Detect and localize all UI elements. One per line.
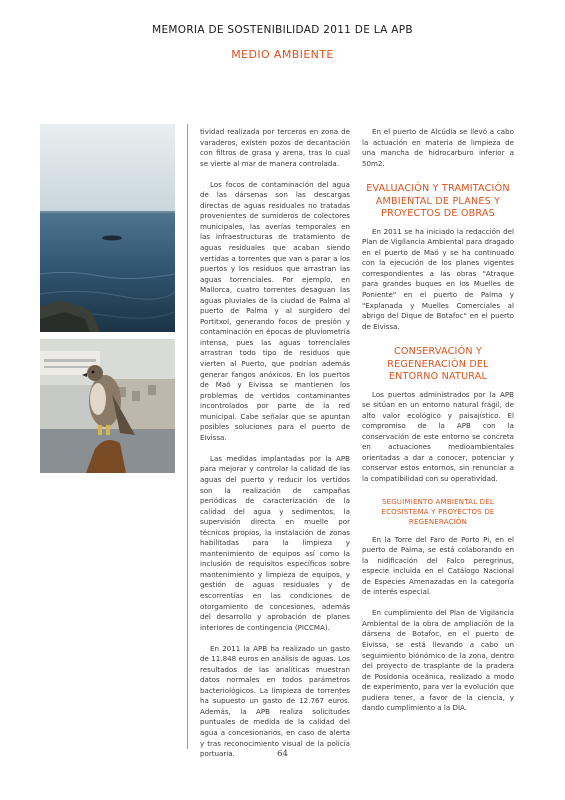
- paragraph: Las medidas implantadas por la APB para mejorar y controlar la calidad de las aguas del puerto y reducir los vertidos son la realización de campañas periódicas de caracterización de la calidad del agua y sedimentos, la supervisión directa en muelle por técnicos propios, la instalación de zonas habilitadas para la limpieza y mantenimiento de equipos así como la inclusión de requisitos específicos sobre mantenimiento y limpieza de equipos, y gestión de aguas residuales y de escorrentías en las condiciones de otorgamiento de concesiones, además del desarrollo y aprobación de planes interiores de contingencia (PICCMA).: [200, 453, 350, 632]
- page-number: 64: [277, 749, 288, 759]
- paragraph: En cumplimiento del Plan de Vigilancia Ambiental de la obra de ampliación de la dársena de Botafoc, en el puerto de Eivissa, se está llevando a cabo un seguimiento biónómico de la zona, dentro del proyecto de trasplante de la pradera de Posidonia oceánica, realizado a modo de experimento, para ver la evolución que pudiera tener, a favor de la ciencia, y dando cumplimiento a la DIA.: [362, 608, 514, 713]
- falcon-photo: [40, 339, 175, 473]
- paragraph: tividad realizada por terceros en zona de varaderos, existen pozos de decantación con filtros de grasa y arena, tras lo cual se vierte al mar de manera controlada.: [200, 127, 350, 168]
- section-title: MEDIO AMBIENTE: [231, 48, 334, 61]
- paragraph: En 2011 la APB ha realizado un gasto de 11.848 euros en análisis de aguas. Los resultados de las analíticas muestran datos normales en todos parámetros bacteriológicos. La limpieza de torrentes ha supuesto un gasto de 12.767 euros. Además, la APB realiza solicitudes puntuales de medida de la calidad del agua a concesionarios, en caso de alerta y tras reconocimiento visual de la policía portuaria.: [200, 643, 350, 759]
- document-title: MEMORIA DE SOSTENIBILIDAD 2011 DE LA APB: [152, 24, 413, 36]
- section-heading: CONSERVACIÓN Y REGENERACIÓN DEL ENTORNO NATURAL: [387, 346, 489, 383]
- text-column-right: [362, 127, 514, 724]
- paragraph: En el puerto de Alcúdia se llevó a cabo la actuación en materia de limpieza de una mancha de hidrocarburo inferior a 50m2.: [362, 127, 514, 168]
- coastal-sea-photo: [40, 124, 175, 332]
- paragraph: En 2011 se ha iniciado la redacción del Plan de Vigilancia Ambiental para dragado en el puerto de Maó y se ha continuado con la ejecución de los planes vigentes correspondientes a las obras "Atraque para grandes buques en los Muelles de Poniente" en el puerto de Palma y "Explanada y Muelles Comerciales al abrigo del Dique de Botafoc" en el puerto de Eivissa.: [362, 226, 514, 331]
- paragraph: Los puertos administrados por la APB se sitúan en un entorno natural frágil, de alto valor ecológico y paisajístico. El compromiso de la APB con la conservación de este entorno se concreta en actuaciones medioambientales orientadas a dar a conocer, potenciar y conservar estos entornos, sin renunciar a la compatibilidad con su operatividad.: [362, 389, 514, 484]
- paragraph: Los focos de contaminación del agua de las dársenas son las descargas directas de aguas residuales no tratadas provenientes de sumideros de colectores municipales, las averías temporales en las infraestructuras de tratamiento de aguas residuales que acaban siendo vertidas a torrentes que van a parar a los puertos y los residuos que arrastran las aguas torrenciales. Por ejemplo, en Mallorca, cuatro torrentes desaguan las aguas pluviales de la ciudad de Palma al puerto de Palma y al surgidero del Portitxol, generando focos de presión y contaminación en épocas de pluviometría intensa, pues las aguas torrenciales arrastran todo tipo de residuos que vierten al Puerto, que podrían además generar fangos anóxicos. En los puertos de Maó y Eivissa se mantienen los problemas de vertidos contaminantes incontrolados por parte de la red municipal. Cabe señalar que se apuntan posibles soluciones para el puerto de Eivissa.: [200, 179, 350, 442]
- paragraph: En la Torre del Faro de Porto Pi, en el puerto de Palma, se está colaborando en la nidificación del Falco peregrinus, especie incluida en el Catálogo Nacional de Especies Amenazadas en la categoría de interés especial.: [362, 534, 514, 597]
- text-column-left: [200, 127, 350, 770]
- subsection-heading: SEGUIMIENTO AMBIENTAL DEL ECOSISTEMA Y PROYECTOS DE REGENERACIÓN: [381, 497, 495, 526]
- vertical-divider: [187, 124, 188, 749]
- section-heading: EVALUACIÓN Y TRAMITACIÓN AMBIENTAL DE PLANES Y PROYECTOS DE OBRAS: [366, 183, 510, 220]
